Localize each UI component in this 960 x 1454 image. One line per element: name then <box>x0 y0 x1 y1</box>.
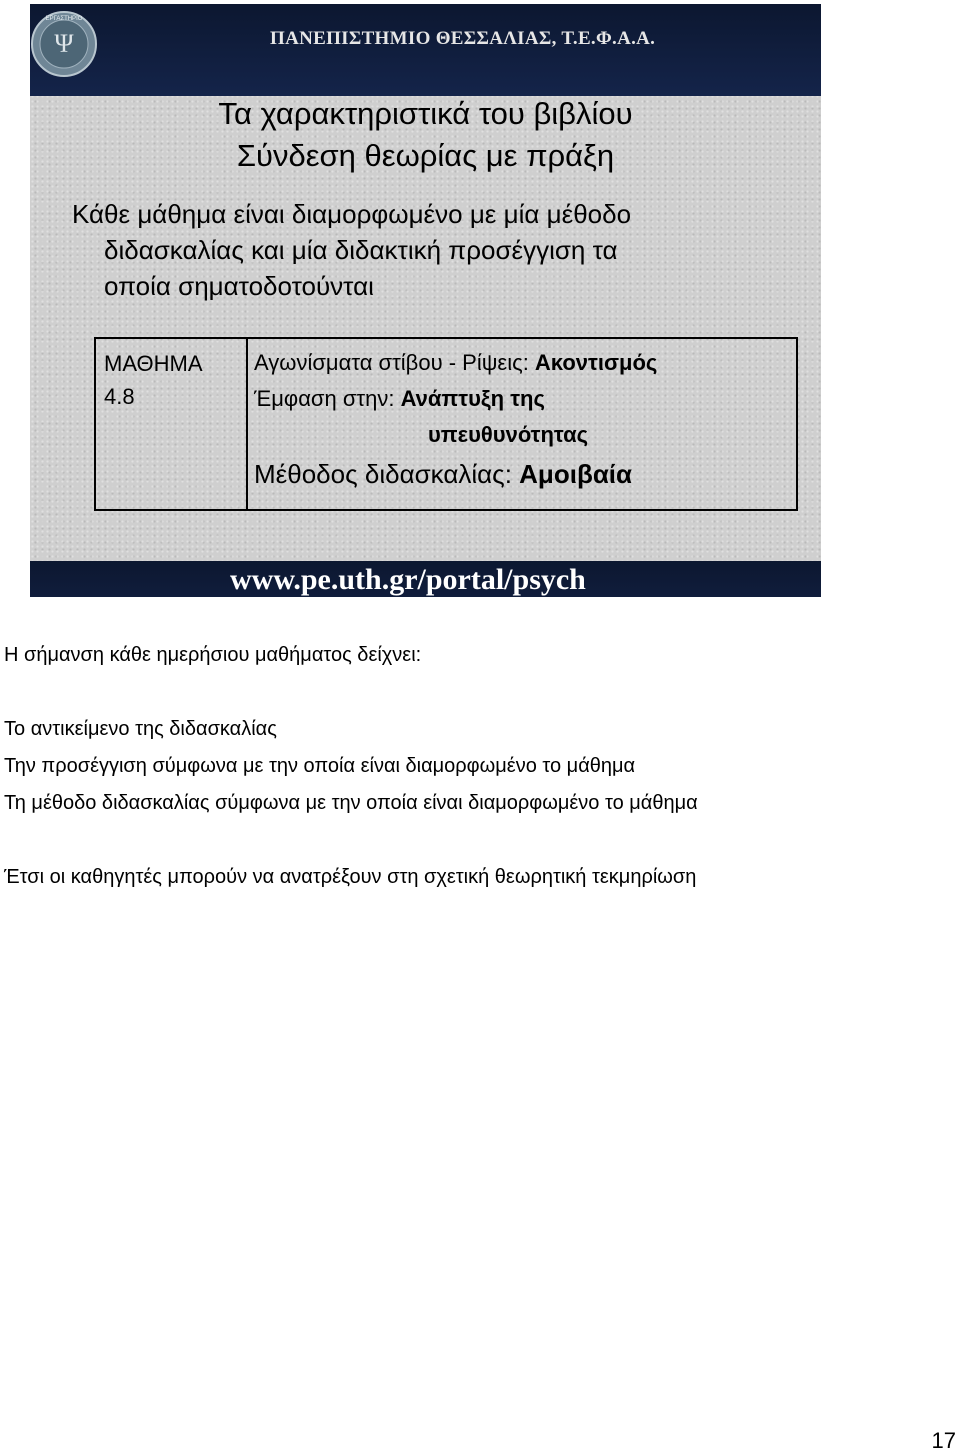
lesson-method-row <box>254 453 794 495</box>
emphasis-value-2: υπευθυνότητας <box>428 422 589 447</box>
lesson-label-word: ΜΑΘΗΜΑ <box>104 351 203 376</box>
laboratory-seal-logo <box>30 4 100 84</box>
events-value: Ακοντισμός <box>534 350 658 375</box>
notes-item-1: Το αντικείμενο της διδασκαλίας <box>4 718 277 740</box>
lead-line-2: διδασκαλίας και μία διδακτική προσέγγιση τα <box>104 235 618 265</box>
method-value: Αμοιβαία <box>519 459 633 489</box>
lesson-emphasis-row-2 <box>254 417 794 453</box>
notes-item-2: Την προσέγγιση σύμφωνα με την οποία είναι διαμορφωμένο το μάθημα <box>4 755 636 777</box>
emphasis-value-1: Ανάπτυξη της <box>400 386 545 411</box>
lesson-events-row <box>254 345 794 381</box>
lesson-number <box>104 347 240 413</box>
notes-intro: Η σήμανση κάθε ημερήσιου μαθήματος δείχνει: <box>4 644 422 666</box>
svg-text:Ψ: Ψ <box>54 29 74 58</box>
method-prefix: Μέθοδος διδασκαλίας: <box>254 459 520 489</box>
lead-line-1: Κάθε μάθημα είναι διαμορφωμένο με μία μέθοδο <box>72 199 632 229</box>
lead-line-3: οποία σηματοδοτούνται <box>104 271 374 301</box>
svg-text:ΕΡΓΑΣΤΗΡΙΟ: ΕΡΓΑΣΤΗΡΙΟ <box>45 16 83 22</box>
slide-title-line-1: Τα χαρακτηριστικά του βιβλίου <box>218 96 633 131</box>
notes-conclusion: Έτσι οι καθηγητές μπορούν να ανατρέξουν στη σχετική θεωρητική τεκμηρίωση <box>4 866 697 888</box>
lesson-emphasis-row <box>254 381 794 417</box>
page-number: 17 <box>931 1428 956 1453</box>
lesson-label-number: 4.8 <box>104 384 135 409</box>
slide-lead-text <box>72 196 792 304</box>
notes-item-3: Τη μέθοδο διδασκαλίας σύμφωνα με την οποία είναι διαμορφωμένο το μάθημα <box>4 792 698 814</box>
footer-url: www.pe.uth.gr/portal/psych <box>230 563 586 596</box>
lesson-details <box>254 345 794 495</box>
lesson-label-box <box>94 337 798 511</box>
lesson-box-divider <box>246 339 248 509</box>
emphasis-prefix: Έμφαση στην: <box>254 386 401 411</box>
slide-title-line-2: Σύνδεση θεωρίας με πράξη <box>236 138 615 173</box>
university-title: ΠΑΝΕΠΙΣΤΗΜΙΟ ΘΕΣΣΑΛΙΑΣ, Τ.Ε.Φ.Α.Α. <box>270 28 656 49</box>
slide-header-bar <box>30 4 821 96</box>
events-prefix: Αγωνίσματα στίβου - Ρίψεις: <box>254 350 535 375</box>
slide-image <box>30 4 821 597</box>
